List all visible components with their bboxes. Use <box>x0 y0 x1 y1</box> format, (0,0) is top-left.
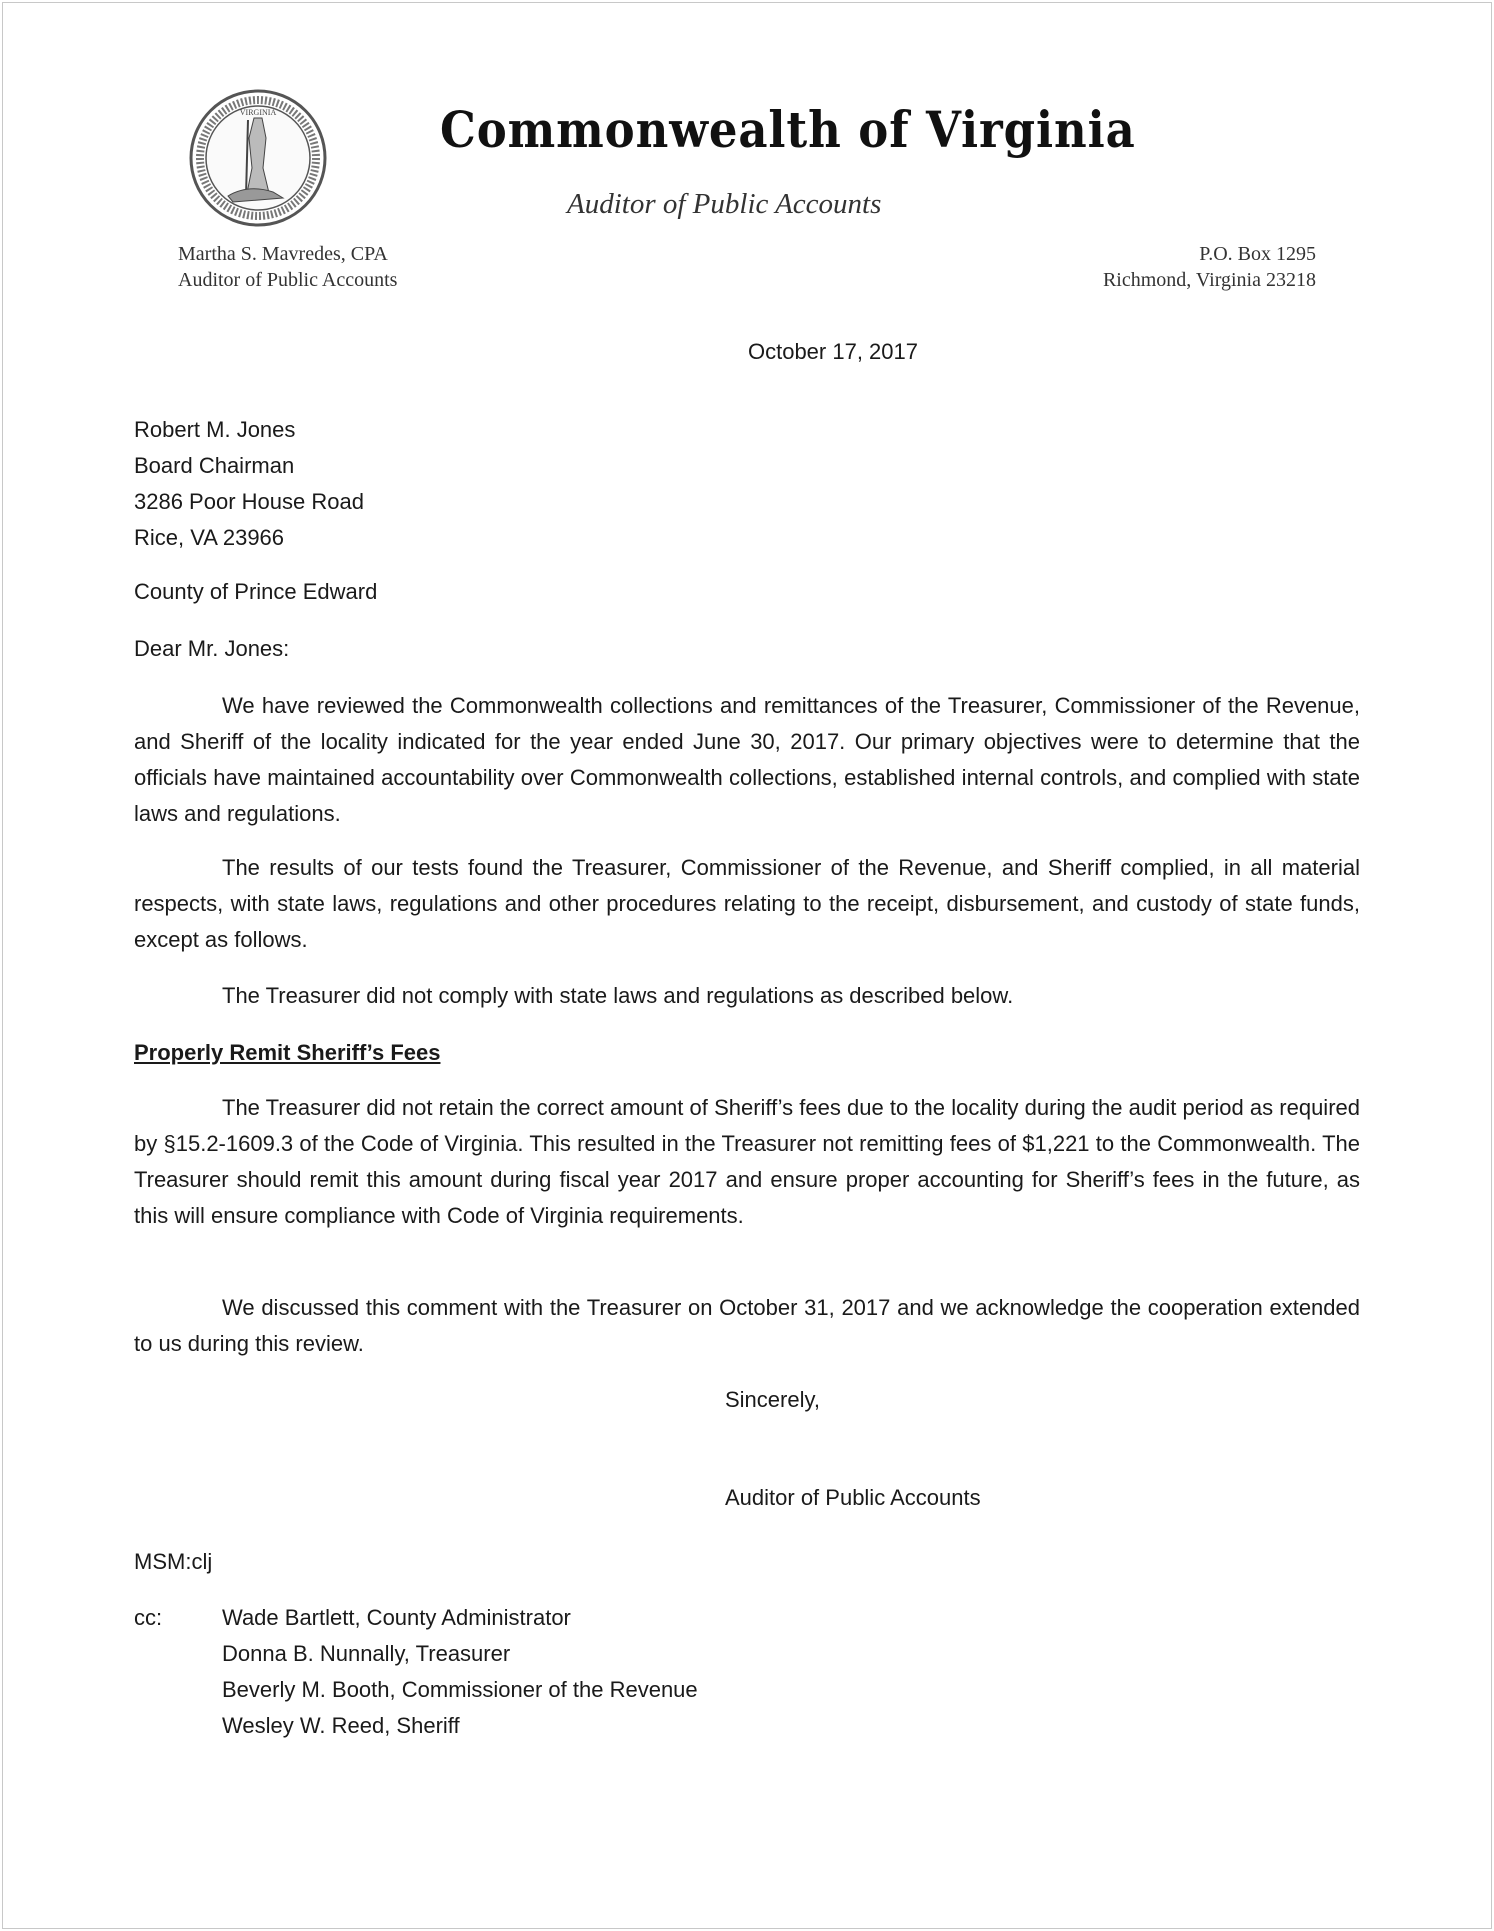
locality: County of Prince Edward <box>134 579 378 604</box>
cc-item: Wade Bartlett, County Administrator <box>222 1605 571 1630</box>
finding-text: The Treasurer did not retain the correct amount of Sheriff’s fees due to the locality during the audit period as required by §15.2-1609.3 of the Code of Virginia. This resulted in the Treasurer not remitting fees of $1,221 to the Commonwealth. The Treasurer should remit this amount during fiscal year 2017 and ensure proper accounting for Sheriff’s fees in the future, as this will ensure compliance with Code of Virginia requirements. <box>134 1095 1360 1228</box>
recipient-name: Robert M. Jones <box>134 417 296 442</box>
recipient-city: Rice, VA 23966 <box>134 525 285 550</box>
cc-label: cc: <box>134 1605 163 1630</box>
finding-heading: Properly Remit Sheriff’s Fees <box>134 1040 441 1065</box>
virginia-seal-logo <box>188 88 328 228</box>
letter-date: October 17, 2017 <box>747 339 918 364</box>
closing: Sincerely, <box>725 1387 820 1412</box>
paragraph-2: The results of our tests found the Treasurer, Commissioner of the Revenue, and Sheriff complied, in all material respects, with state laws, regulations and other procedures relating to the receipt, disbursement, and custody of state funds, except as follows. <box>134 855 1360 952</box>
auditor-title: Auditor of Public Accounts <box>178 269 398 291</box>
signature: Auditor of Public Accounts <box>725 1485 981 1510</box>
cc-item: Donna B. Nunnally, Treasurer <box>222 1641 511 1666</box>
po-box: P.O. Box 1295 <box>1199 243 1316 265</box>
svg-text:VIRGINIA: VIRGINIA <box>239 108 277 117</box>
city-state: Richmond, Virginia 23218 <box>1102 269 1316 291</box>
paragraph-1: We have reviewed the Commonwealth collections and remittances of the Treasurer, Commissioner of the Revenue, and Sheriff of the locality indicated for the year ended June 30, 2017. Our primary objectives were to determine that the officials have maintained accountability over Commonwealth collections, established internal controls, and complied with state laws and regulations. <box>134 693 1360 826</box>
closing-paragraph: We discussed this comment with the Treasurer on October 31, 2017 and we acknowledge the cooperation extended to us during this review. <box>134 1295 1360 1356</box>
auditor-name: Martha S. Mavredes, CPA <box>178 243 388 265</box>
initials: MSM:clj <box>134 1549 213 1574</box>
recipient-address <box>134 412 364 556</box>
cc-list <box>222 1600 698 1744</box>
cc-item: Wesley W. Reed, Sheriff <box>222 1713 460 1738</box>
address-block <box>1103 241 1316 293</box>
auditor-block <box>178 241 397 293</box>
paragraph-3: The Treasurer did not comply with state laws and regulations as described below. <box>222 983 1014 1008</box>
letterhead-subtitle: Auditor of Public Accounts <box>567 188 882 220</box>
recipient-title: Board Chairman <box>134 453 295 478</box>
salutation: Dear Mr. Jones: <box>134 636 290 661</box>
cc-item: Beverly M. Booth, Commissioner of the Revenue <box>222 1677 698 1702</box>
recipient-street: 3286 Poor House Road <box>134 489 364 514</box>
letterhead-title: Commonwealth of Virginia <box>440 100 1136 159</box>
